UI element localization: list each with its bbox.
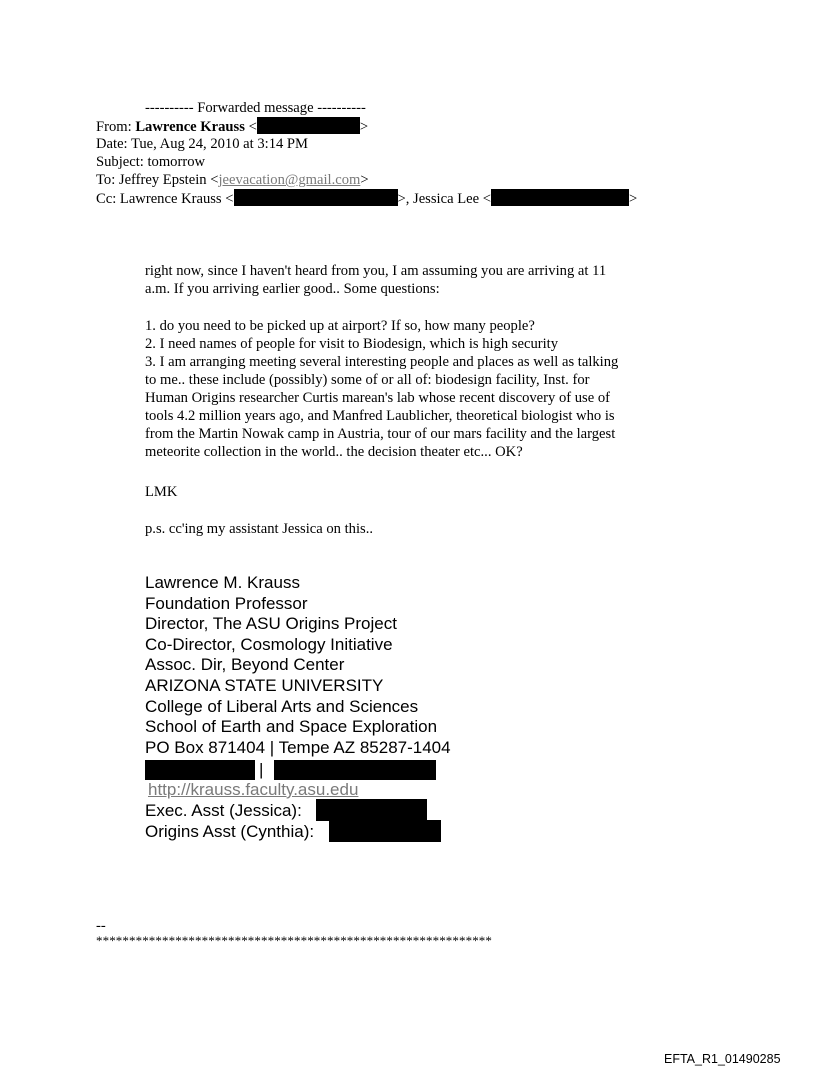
- origins-asst-label: Origins Asst (Cynthia):: [145, 822, 315, 841]
- phone-separator: |: [259, 760, 264, 779]
- intro-line-2: a.m. If you arriving earlier good.. Some questions:: [145, 281, 440, 297]
- question-3-line: Human Origins researcher Curtis marean's lab whose recent discovery of use of: [145, 390, 611, 406]
- redaction-from-email: [257, 117, 360, 134]
- signature-name: Lawrence M. Krauss: [145, 573, 300, 592]
- cc-line: [96, 189, 637, 208]
- from-line: [96, 117, 368, 136]
- redaction-cc-lee-email: [491, 189, 629, 206]
- footer-stars: ************************************************************: [96, 933, 492, 948]
- redaction-cc-krauss-email: [234, 189, 398, 206]
- website-link[interactable]: [148, 780, 358, 801]
- question-3-line: 3. I am arranging meeting several interesting people and places as well as talking: [145, 354, 619, 370]
- exec-asst-line: [145, 801, 302, 822]
- cc-label: Cc: Lawrence Krauss <: [96, 191, 234, 207]
- to-end: >: [360, 172, 369, 188]
- from-gt: >: [359, 119, 369, 135]
- signature-block: [145, 573, 451, 758]
- forwarded-line: ---------- Forwarded message ----------: [145, 100, 366, 116]
- question-3-line: tools 4.2 million years ago, and Manfred Laublicher, theoretical biologist who is: [145, 408, 615, 424]
- from-name: Lawrence Krauss: [135, 119, 245, 135]
- to-label: To: Jeffrey Epstein <: [96, 172, 219, 188]
- signature-line: Foundation Professor: [145, 593, 308, 613]
- date-line: Date: Tue, Aug 24, 2010 at 3:14 PM: [96, 136, 309, 152]
- question-2: 2. I need names of people for visit to Biodesign, which is high security: [145, 336, 559, 352]
- signature-line: ARIZONA STATE UNIVERSITY: [145, 675, 384, 695]
- signature-line: Director, The ASU Origins Project: [145, 614, 397, 634]
- redaction-exec-asst: [316, 799, 427, 821]
- to-line: [96, 171, 369, 189]
- redaction-phone-1: [145, 760, 255, 780]
- subject-line: Subject: tomorrow: [96, 154, 206, 170]
- document-id: EFTA_R1_01490285: [664, 1052, 781, 1066]
- intro-line-1: right now, since I haven't heard from you, I am assuming you are arriving at 11: [145, 263, 607, 279]
- from-label: From:: [96, 119, 136, 135]
- question-1: 1. do you need to be picked up at airport? If so, how many people?: [145, 318, 535, 334]
- from-lt: <: [248, 119, 257, 135]
- lmk-line: LMK: [145, 484, 178, 500]
- to-email-link[interactable]: jeevacation@gmail.com: [218, 172, 361, 188]
- signature-line: Co-Director, Cosmology Initiative: [145, 634, 393, 654]
- question-3-line: meteorite collection in the world.. the decision theater etc... OK?: [145, 444, 523, 460]
- question-3-line: from the Martin Nowak camp in Austria, tour of our mars facility and the largest: [145, 426, 616, 442]
- ps-line: p.s. cc'ing my assistant Jessica on this..: [145, 521, 373, 537]
- origins-asst-line: [145, 822, 314, 843]
- signature-line: Assoc. Dir, Beyond Center: [145, 655, 345, 675]
- question-3-line: to me.. these include (possibly) some of or all of: biodesign facility, Inst. for: [145, 372, 590, 388]
- signature-line: PO Box 871404 | Tempe AZ 85287-1404: [145, 737, 451, 757]
- website-url[interactable]: http://krauss.faculty.asu.edu: [148, 780, 359, 799]
- question-3-block: [145, 353, 618, 461]
- cc-mid: >, Jessica Lee <: [397, 191, 491, 207]
- redaction-phone-2: [274, 760, 436, 780]
- footer-dashes: --: [96, 918, 106, 934]
- signature-line: School of Earth and Space Exploration: [145, 717, 438, 737]
- redaction-origins-asst: [329, 820, 441, 842]
- cc-end: >: [628, 191, 638, 207]
- exec-asst-label: Exec. Asst (Jessica):: [145, 801, 302, 820]
- signature-line: College of Liberal Arts and Sciences: [145, 696, 419, 716]
